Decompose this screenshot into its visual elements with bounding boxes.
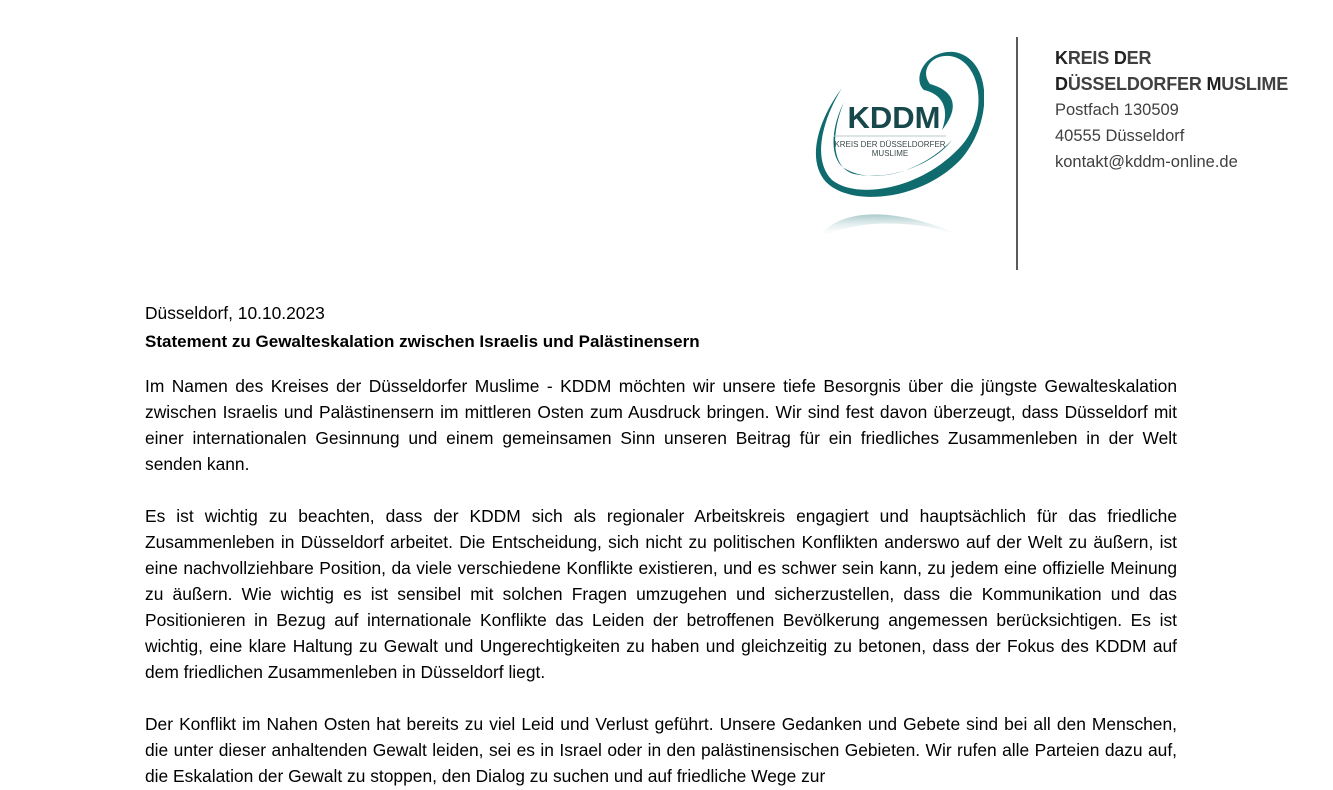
letter-paragraph-3: Der Konflikt im Nahen Osten hat bereits zu viel Leid und Verlust geführt. Unsere Gedanken und Gebete sind bei all den Menschen, die unter dieser anhaltenden Gewalt leiden, sei es in Israel oder in den palästinensischen Gebieten. Wir rufen alle Parteien dazu auf, die Eskalation der Gewalt zu stoppen, den Dialog zu suchen und auf friedliche Wege zur (145, 714, 1177, 786)
org-name-part: USLIME (1221, 74, 1289, 94)
letter-body (145, 300, 1177, 789)
org-name-initial: M (1206, 74, 1222, 94)
org-name-part: ÜSSELDORFER (1067, 74, 1207, 94)
kddm-logo (812, 50, 984, 250)
logo-subtitle-line1: KREIS DER DÜSSELDORFER (834, 140, 946, 149)
logo-subtitle-line2: MUSLIME (871, 149, 909, 158)
letter-paragraph-2: Es ist wichtig zu beachten, dass der KDDM sich als regionaler Arbeitskreis engagiert und hauptsächlich für das friedliche Zusammenleben in Düsseldorf arbeitet. Die Entscheidung, sich nicht zu politischen Konflikten anderswo auf der Welt zu äußern, ist eine nachvollziehbare Position, da viele verschiedene Konflikte existieren, und es schwer sein kann, zu jedem eine offizielle Meinung zu äußern. Wie wichtig es ist sensibel mit solchen Fragen umzugehen und sicherzustellen, dass die Kommunikation und das Positionieren in Bezug auf internationale Konflikte das Leiden der betroffenen Bevölkerung angemessen berücksichtigen. Es ist wichtig, eine klare Haltung zu Gewalt und Ungerechtigkeiten zu haben und gleichzeitig zu betonen, dass der Fokus des KDDM auf dem friedlichen Zusammenleben in Düsseldorf liegt. (145, 506, 1177, 682)
org-name-part: REIS (1067, 48, 1114, 68)
org-name-initial: K (1055, 48, 1068, 68)
organization-postbox: Postfach 130509 (1055, 101, 1179, 119)
kddm-logo-mark-icon (812, 50, 984, 250)
org-name-initial: D (1055, 74, 1068, 94)
letter-dateline: Düsseldorf, 10.10.2023 (145, 303, 325, 323)
letterhead-divider (1016, 37, 1018, 270)
organization-name-line1 (1055, 45, 1288, 71)
organization-city: 40555 Düsseldorf (1055, 127, 1185, 145)
organization-address-block (1055, 45, 1288, 175)
org-name-part: ER (1126, 48, 1152, 68)
logo-acronym: KDDM (847, 100, 941, 135)
letter-subject: Statement zu Gewalteskalation zwischen Israelis und Palästinensern (145, 332, 700, 351)
org-name-initial: D (1113, 48, 1127, 68)
organization-name-line2 (1055, 71, 1288, 97)
organization-email[interactable]: kontakt@kddm-online.de (1055, 153, 1238, 171)
letter-paragraph-1: Im Namen des Kreises der Düsseldorfer Muslime - KDDM möchten wir unsere tiefe Besorgnis über die jüngste Gewalteskalation zwischen Israelis und Palästinensern im mittleren Osten zum Ausdruck bringen. Wir sind fest davon überzeugt, dass Düsseldorf mit einer internationalen Gesinnung und einem gemeinsamen Sinn unseren Beitrag für ein friedliches Zusammenleben in der Welt senden kann. (145, 376, 1177, 474)
